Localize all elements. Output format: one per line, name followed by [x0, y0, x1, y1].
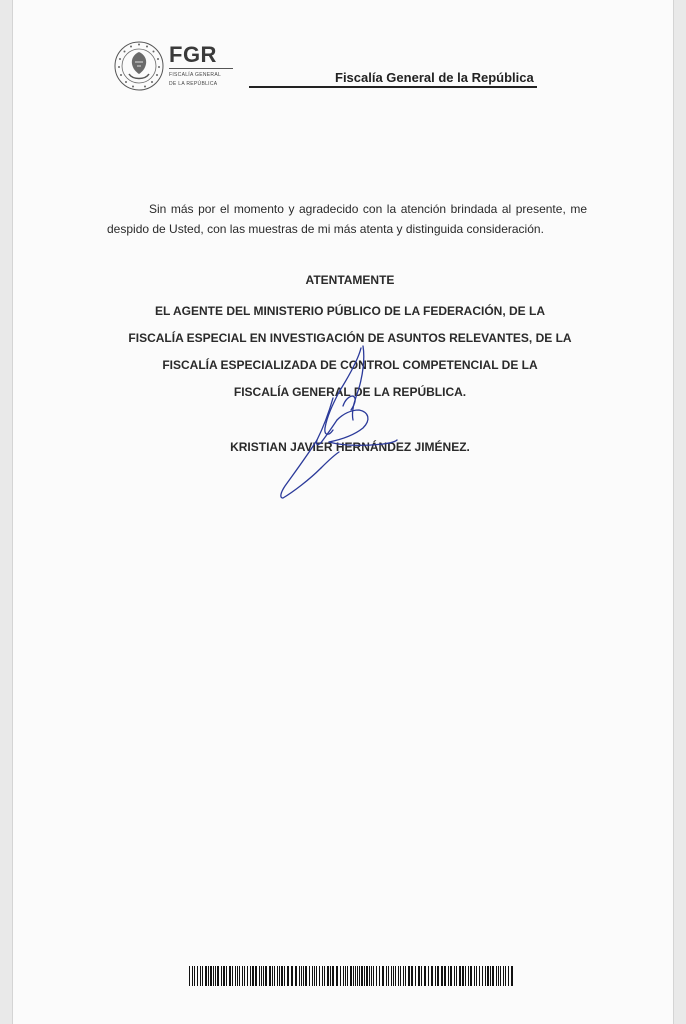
- barcode-bar: [482, 966, 483, 986]
- barcode-bar: [500, 966, 501, 986]
- barcode-bar: [226, 966, 227, 986]
- barcode-bar: [359, 966, 360, 986]
- barcode-bar: [418, 966, 420, 986]
- barcode-bar: [487, 966, 489, 986]
- barcode-bar: [476, 966, 477, 986]
- barcode-bar: [223, 966, 225, 986]
- barcode-bar: [305, 966, 307, 986]
- barcode-bar: [237, 966, 238, 986]
- barcode-bar: [244, 966, 245, 986]
- barcode-bar: [459, 966, 461, 986]
- barcode-bar: [490, 966, 491, 986]
- barcode-bar: [330, 966, 331, 986]
- signer-title-line: FISCALÍA ESPECIAL EN INVESTIGACIÓN DE ASUNTOS RELEVANTES, DE LA: [128, 331, 572, 345]
- signature-block: [103, 270, 597, 406]
- barcode-bar: [229, 966, 231, 986]
- barcode-bar: [189, 966, 190, 986]
- barcode-bar: [450, 966, 452, 986]
- barcode-bar: [369, 966, 370, 986]
- barcode-bar: [470, 966, 472, 986]
- barcode-bar: [303, 966, 304, 986]
- barcode-bar: [479, 966, 480, 986]
- barcode-bar: [456, 966, 457, 986]
- barcode-bar: [398, 966, 399, 986]
- barcode-bar: [373, 966, 374, 986]
- signer-title-line: FISCALÍA GENERAL DE LA REPÚBLICA.: [233, 385, 467, 399]
- header-title: Fiscalía General de la República: [335, 70, 534, 85]
- fgr-logo: [169, 44, 233, 87]
- barcode-bar: [235, 966, 236, 986]
- barcode-bar: [403, 966, 404, 986]
- barcode-bar: [265, 966, 267, 986]
- sign-heading: ATENTAMENTE: [305, 273, 395, 287]
- barcode-bar: [400, 966, 401, 986]
- barcode-bar: [221, 966, 222, 986]
- barcode-bar: [371, 966, 372, 986]
- barcode-bar: [411, 966, 413, 986]
- barcode-bar: [299, 966, 300, 986]
- barcode-bar: [388, 966, 389, 986]
- barcode-bar: [279, 966, 280, 986]
- barcode-bar: [428, 966, 429, 986]
- barcode-bar: [192, 966, 193, 986]
- barcode-bar: [393, 966, 394, 986]
- barcode-bar: [263, 966, 264, 986]
- barcode-bar: [309, 966, 310, 986]
- barcode-bar: [376, 966, 377, 986]
- barcode-bar: [287, 966, 289, 986]
- barcode-bar: [255, 966, 257, 986]
- barcode-bar: [448, 966, 449, 986]
- barcode-bar: [408, 966, 410, 986]
- barcode-bar: [350, 966, 352, 986]
- barcode-bar: [361, 966, 363, 986]
- signer-name: KRISTIAN JAVIER HERNÁNDEZ JIMÉNEZ.: [230, 440, 470, 454]
- barcode-bar: [312, 966, 313, 986]
- barcode-bar: [366, 966, 368, 986]
- barcode-bar: [232, 966, 233, 986]
- signer-title-lines: [103, 298, 597, 406]
- barcode-bar: [274, 966, 275, 986]
- barcode-bar: [284, 966, 285, 986]
- closing-paragraph: Sin más por el momento y agradecido con la atención brindada al presente, me despido de Usted, con las muestras de mi más atenta y distinguida consideración.: [107, 202, 587, 236]
- header-rule: [249, 86, 537, 88]
- barcode-bar: [508, 966, 509, 986]
- barcode-bar: [503, 966, 504, 986]
- logo-subtitle-line2: DE LA REPÚBLICA: [169, 81, 218, 87]
- barcode-bar: [205, 966, 207, 986]
- logo-subtitle-line1: FISCALÍA GENERAL: [169, 72, 222, 78]
- barcode-bar: [347, 966, 348, 986]
- barcode-bar: [435, 966, 436, 986]
- barcode-bar: [301, 966, 302, 986]
- barcode-bar: [261, 966, 262, 986]
- barcode-bar: [454, 966, 455, 986]
- barcode-bar: [379, 966, 380, 986]
- barcode-bar: [485, 966, 486, 986]
- barcode-bar: [355, 966, 356, 986]
- barcode-bar: [391, 966, 392, 986]
- barcode-bar: [496, 966, 497, 986]
- barcode-bar: [247, 966, 248, 986]
- barcode-bar: [217, 966, 219, 986]
- barcode-bar: [492, 966, 494, 986]
- barcode-bar: [197, 966, 198, 986]
- barcode-bar: [194, 966, 195, 986]
- barcode-bar: [316, 966, 317, 986]
- barcode-bar: [437, 966, 439, 986]
- barcode-bar: [405, 966, 406, 986]
- barcode-bar: [332, 966, 334, 986]
- barcode-bar: [291, 966, 293, 986]
- barcode-bar: [215, 966, 216, 986]
- barcode-bar: [511, 966, 513, 986]
- barcode-bar: [239, 966, 240, 986]
- barcode-bar: [474, 966, 475, 986]
- barcode-bar: [395, 966, 396, 986]
- signer-title-line: FISCALÍA ESPECIALIZADA DE CONTROL COMPETENCIAL DE LA: [162, 358, 538, 372]
- barcode-bar: [345, 966, 346, 986]
- barcode-bar: [277, 966, 278, 986]
- barcode-bar: [327, 966, 329, 986]
- barcode-bar: [322, 966, 323, 986]
- barcode-bar: [210, 966, 212, 986]
- barcode-bar: [421, 966, 422, 986]
- barcode-bar: [208, 966, 209, 986]
- barcode-bar: [465, 966, 466, 986]
- barcode-bar: [343, 966, 344, 986]
- barcode-bar: [468, 966, 469, 986]
- barcode-bar: [364, 966, 365, 986]
- barcode-bar: [272, 966, 273, 986]
- barcode-bar: [324, 966, 325, 986]
- document-page: [12, 0, 674, 1024]
- barcode-bar: [314, 966, 315, 986]
- logo-acronym: FGR: [169, 44, 233, 69]
- barcode-bar: [498, 966, 499, 986]
- barcode-bar: [295, 966, 297, 986]
- barcode-bar: [431, 966, 433, 986]
- barcode-bar: [250, 966, 251, 986]
- barcode-bar: [213, 966, 214, 986]
- barcode-bar: [441, 966, 443, 986]
- barcode-bar: [462, 966, 464, 986]
- barcode-bar: [319, 966, 320, 986]
- barcode-bar: [357, 966, 358, 986]
- barcode-bar: [444, 966, 446, 986]
- barcode-bar: [424, 966, 426, 986]
- barcode-bar: [252, 966, 254, 986]
- coat-of-arms-seal-icon: [113, 40, 165, 92]
- barcode-bar: [386, 966, 387, 986]
- barcode-bar: [259, 966, 260, 986]
- barcode-bar: [242, 966, 243, 986]
- signer-title-line: EL AGENTE DEL MINISTERIO PÚBLICO DE LA FEDERACIÓN, DE LA: [154, 304, 546, 318]
- barcode-bar: [281, 966, 283, 986]
- barcode-bar: [340, 966, 341, 986]
- barcode-bar: [202, 966, 203, 986]
- barcode-bar: [353, 966, 354, 986]
- barcode-bar: [382, 966, 384, 986]
- barcode-bar: [200, 966, 201, 986]
- barcode-bar: [336, 966, 338, 986]
- barcode-icon: [189, 966, 513, 986]
- barcode-bar: [415, 966, 416, 986]
- barcode-bar: [505, 966, 506, 986]
- barcode-bar: [269, 966, 271, 986]
